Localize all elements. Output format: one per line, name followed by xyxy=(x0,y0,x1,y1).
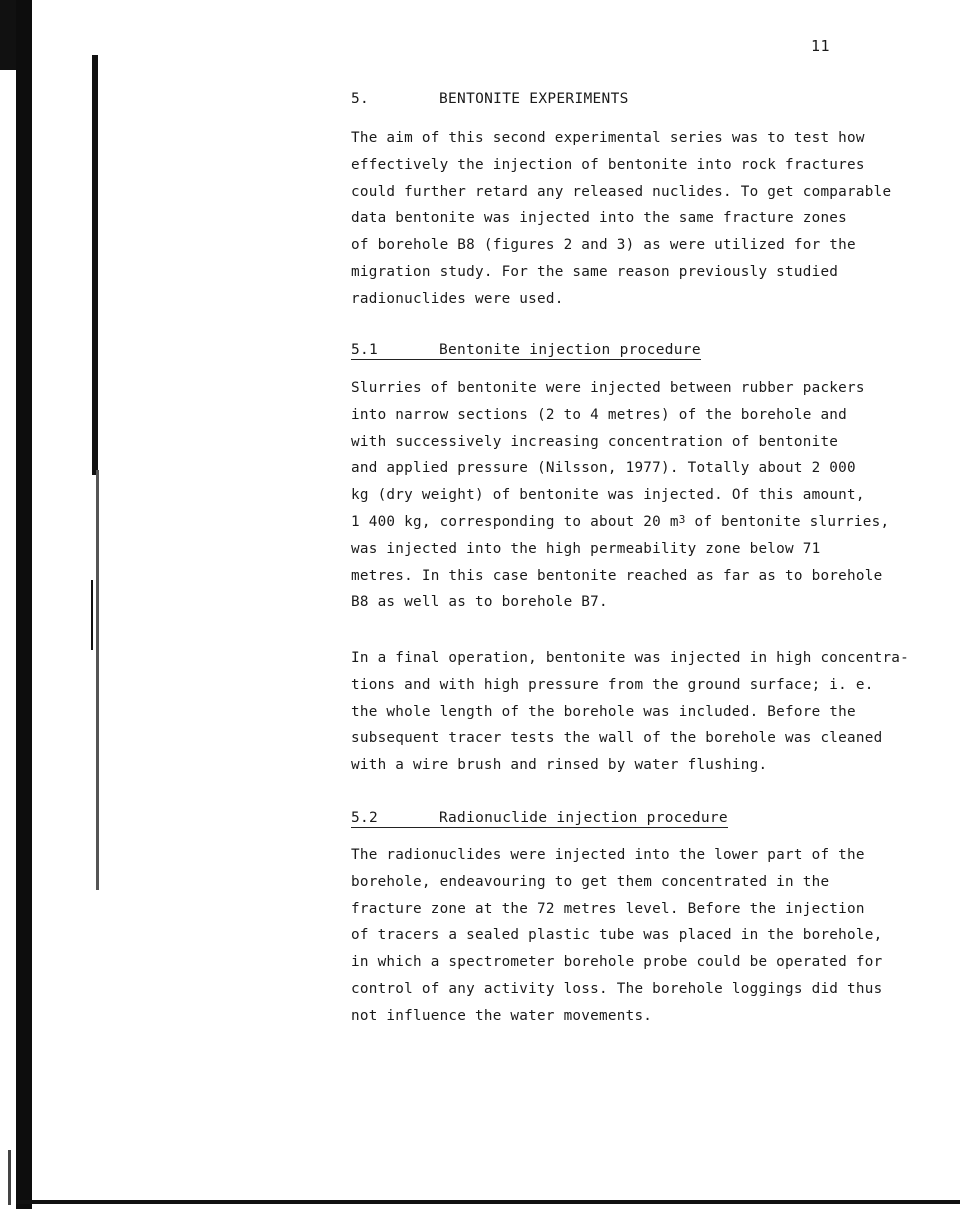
subsection-title: Bentonite injection procedure xyxy=(439,342,701,358)
scan-artifact-margin-line xyxy=(91,580,93,650)
text-line: could further retard any released nuclides. To get comparable xyxy=(351,183,892,200)
scan-artifact-margin-line xyxy=(96,470,99,890)
text-line: migration study. For the same reason previously studied xyxy=(351,263,839,280)
text-line: of borehole B8 (figures 2 and 3) as were utilized for the xyxy=(351,237,856,254)
text-line: with a wire brush and rinsed by water flushing. xyxy=(351,757,768,774)
section-heading xyxy=(351,91,629,107)
paragraph xyxy=(351,645,909,779)
paragraph xyxy=(351,125,891,313)
text-line: radionuclides were used. xyxy=(351,290,564,307)
text-line: with successively increasing concentration of bentonite xyxy=(351,433,839,450)
text-line: effectively the injection of bentonite into rock fractures xyxy=(351,156,865,173)
text-line: into narrow sections (2 to 4 metres) of the borehole and xyxy=(351,406,848,423)
text-line: The aim of this second experimental series was to test how xyxy=(351,130,865,146)
text-line: control of any activity loss. The borehole loggings did thus xyxy=(351,980,883,997)
text-line: was injected into the high permeability zone below 71 xyxy=(351,540,821,557)
text-line: in which a spectrometer borehole probe could be operated for xyxy=(351,954,883,971)
text-line: metres. In this case bentonite reached as far as to borehole xyxy=(351,567,883,584)
scan-artifact-margin-line xyxy=(8,1150,11,1205)
text-line: Slurries of bentonite were injected between rubber packers xyxy=(351,380,865,396)
scan-artifact-margin-line xyxy=(92,55,98,475)
subsection-number: 5.1 xyxy=(351,342,379,358)
page-number: 11 xyxy=(811,37,831,55)
text-line-with-superscript xyxy=(351,509,889,536)
text-fragment: of bentonite slurries, xyxy=(685,513,890,530)
text-line: In a final operation, bentonite was injected in high concentra- xyxy=(351,650,910,666)
text-line: B8 as well as to borehole B7. xyxy=(351,594,608,611)
text-line: subsequent tracer tests the wall of the borehole was cleaned xyxy=(351,730,883,747)
text-line: of tracers a sealed plastic tube was placed in the borehole, xyxy=(351,927,883,944)
text-line: the whole length of the borehole was included. Before the xyxy=(351,703,856,720)
text-line: tions and with high pressure from the ground surface; i. e. xyxy=(351,676,874,693)
text-line: kg (dry weight) of bentonite was injected. Of this amount, xyxy=(351,487,865,504)
subsection-heading xyxy=(351,810,728,828)
subsection-heading xyxy=(351,342,701,360)
scan-artifact-bottom-edge xyxy=(16,1200,960,1204)
text-line: fracture zone at the 72 metres level. Before the injection xyxy=(351,900,865,917)
text-line: borehole, endeavouring to get them concentrated in the xyxy=(351,873,830,890)
text-line: data bentonite was injected into the same fracture zones xyxy=(351,210,848,227)
scan-artifact-left-edge xyxy=(16,0,32,1209)
subsection-title: Radionuclide injection procedure xyxy=(439,810,728,826)
paragraph xyxy=(351,375,889,616)
text-line: The radionuclides were injected into the lower part of the xyxy=(351,847,865,863)
subsection-number: 5.2 xyxy=(351,810,379,826)
paragraph xyxy=(351,842,882,1030)
section-number: 5. xyxy=(351,91,370,107)
text-line: and applied pressure (Nilsson, 1977). Totally about 2 000 xyxy=(351,460,856,477)
superscript: 3 xyxy=(678,512,686,526)
text-fragment: 1 400 kg, corresponding to about 20 m xyxy=(351,513,679,530)
text-line: not influence the water movements. xyxy=(351,1007,653,1024)
section-title: BENTONITE EXPERIMENTS xyxy=(439,91,629,107)
